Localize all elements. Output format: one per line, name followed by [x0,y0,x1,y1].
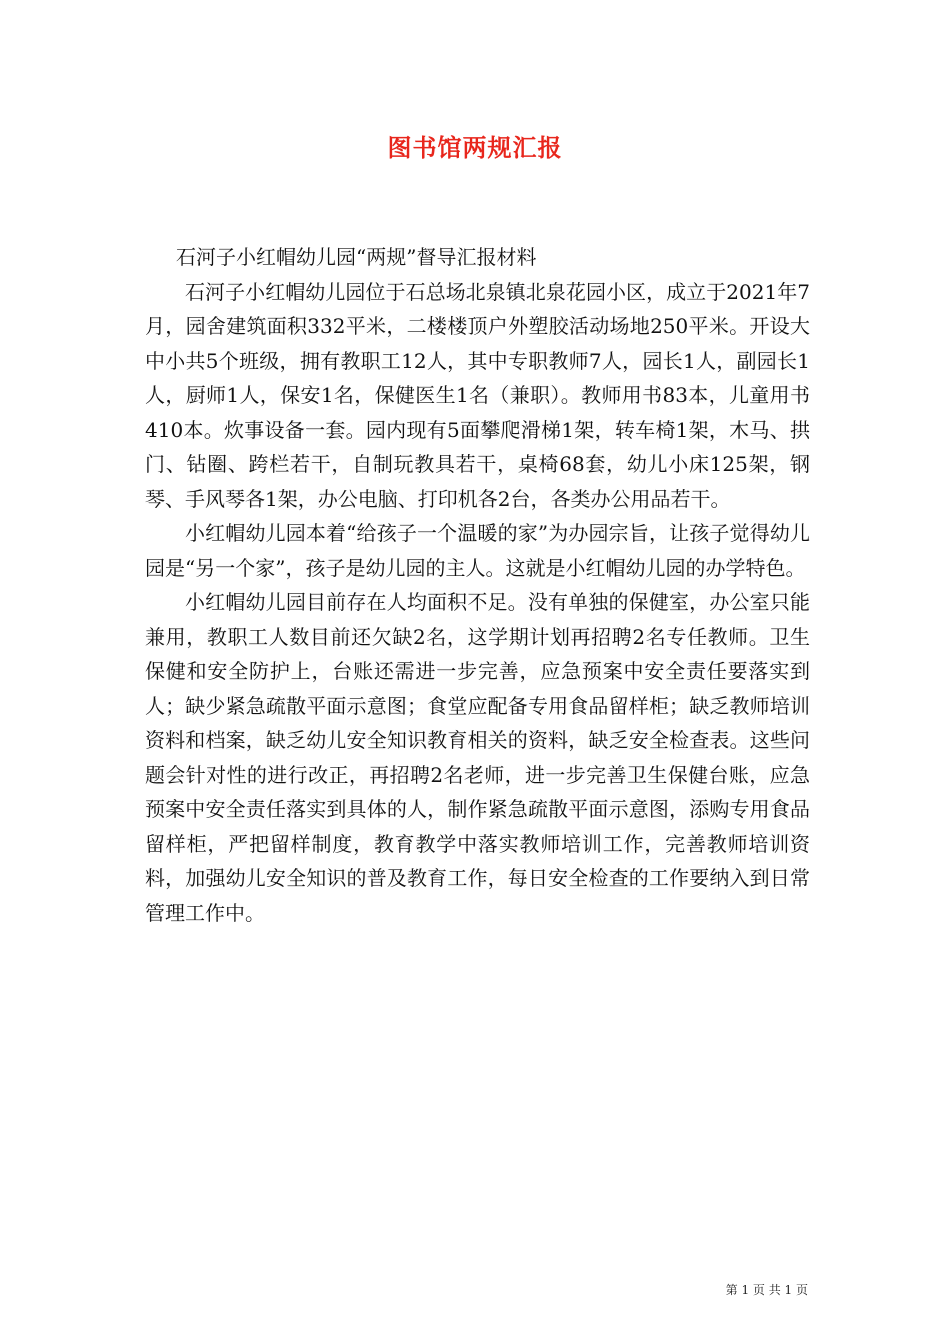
document-body [145,240,810,930]
paragraph-overview: 石河子小红帽幼儿园位于石总场北泉镇北泉花园小区，成立于2021年7月，园舍建筑面积332平米，二楼楼顶户外塑胶活动场地250平米。开设大中小共5个班级，拥有教职工12人，其中专职教师7人，园长1人，副园长1人，厨师1人，保安1名，保健医生1名（兼职）。教师用书83本，儿童用书410本。炊事设备一套。园内现有5面攀爬滑梯1架，转车椅1架，木马、拱门、钻圈、跨栏若干，自制玩教具若干，桌椅68套，幼儿小床125架，钢琴、手风琴各1架，办公电脑、打印机各2台，各类办公用品若干。 [145,279,810,511]
page-number: 第 1 页 共 1 页 [725,1283,808,1297]
paragraph-philosophy: 小红帽幼儿园本着“给孩子一个温暖的家”为办园宗旨，让孩子觉得幼儿园是“另一个家”，孩子是幼儿园的主人。这就是小红帽幼儿园的办学特色。 [145,521,810,580]
paragraph-issues: 小红帽幼儿园目前存在人均面积不足。没有单独的保健室，办公室只能兼用，教职工人数目前还欠缺2名，这学期计划再招聘2名专任教师。卫生保健和安全防护上，台账还需进一步完善，应急预案中安全责任要落实到人；缺少紧急疏散平面示意图；食堂应配备专用食品留样柜；缺乏教师培训资料和档案，缺乏幼儿安全知识教育相关的资料，缺乏安全检查表。这些问题会针对性的进行改正，再招聘2名老师，进一步完善卫生保健台账，应急预案中安全责任落实到具体的人，制作紧急疏散平面示意图，添购专用食品留样柜，严把留样制度，教育教学中落实教师培训工作，完善教师培训资料，加强幼儿安全知识的普及教育工作，每日安全检查的工作要纳入到日常管理工作中。 [145,590,810,925]
document-subtitle: 石河子小红帽幼儿园“两规”督导汇报材料 [176,245,537,269]
document-title: 图书馆两规汇报 [387,133,563,162]
